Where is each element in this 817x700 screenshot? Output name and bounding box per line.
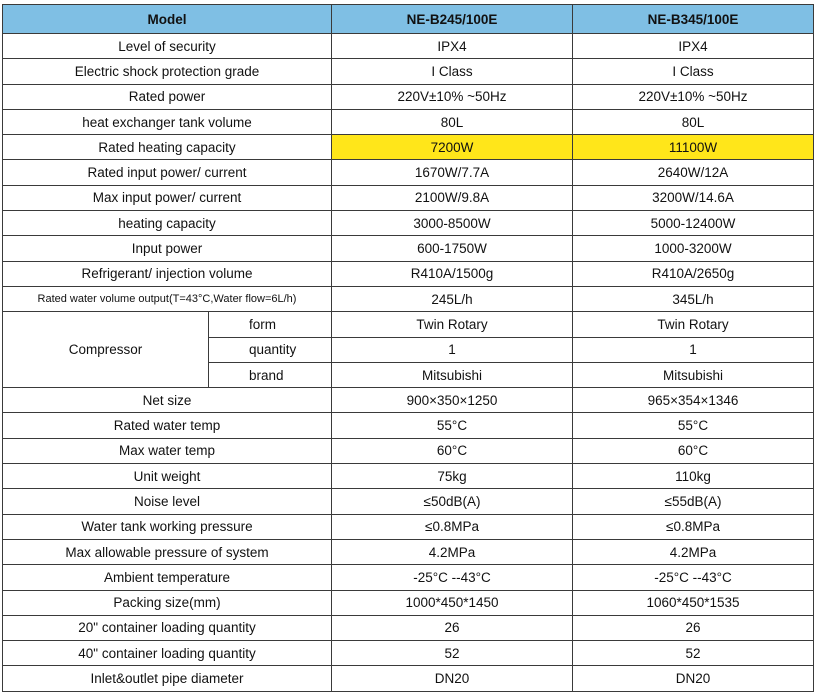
row-label: Water tank working pressure <box>3 514 332 539</box>
value-a: 900×350×1250 <box>332 388 573 413</box>
value-a: 1670W/7.7A <box>332 160 573 185</box>
value-b: 80L <box>573 109 814 134</box>
value-a: 52 <box>332 641 573 666</box>
header-model-b: NE-B345/100E <box>573 5 814 34</box>
table-row <box>3 34 814 59</box>
value-b: DN20 <box>573 666 814 691</box>
row-label: Net size <box>3 388 332 413</box>
value-a: 55°C <box>332 413 573 438</box>
row-label: Rated heating capacity <box>3 135 332 160</box>
table-row <box>3 438 814 463</box>
value-a: 80L <box>332 109 573 134</box>
value-b: 4.2MPa <box>573 539 814 564</box>
value-b: IPX4 <box>573 34 814 59</box>
row-label: Inlet&outlet pipe diameter <box>3 666 332 691</box>
value-a: I Class <box>332 59 573 84</box>
value-b: 110kg <box>573 464 814 489</box>
compressor-row-form <box>3 312 814 337</box>
table-row <box>3 615 814 640</box>
value-b: Twin Rotary <box>573 312 814 337</box>
value-a: 60°C <box>332 438 573 463</box>
row-label: Max allowable pressure of system <box>3 539 332 564</box>
table-row <box>3 590 814 615</box>
value-b: 1060*450*1535 <box>573 590 814 615</box>
row-label: Rated water temp <box>3 413 332 438</box>
row-label: Unit weight <box>3 464 332 489</box>
value-b: Mitsubishi <box>573 362 814 387</box>
row-label: heat exchanger tank volume <box>3 109 332 134</box>
table-row <box>3 59 814 84</box>
value-a: R410A/1500g <box>332 261 573 286</box>
table-row <box>3 565 814 590</box>
row-label: Max water temp <box>3 438 332 463</box>
value-b: 55°C <box>573 413 814 438</box>
value-a: Mitsubishi <box>332 362 573 387</box>
row-label: Rated water volume output(T=43°C,Water flow=6L/h) <box>3 286 332 311</box>
value-b: -25°C --43°C <box>573 565 814 590</box>
value-a-highlighted: 7200W <box>332 135 573 160</box>
row-label: 20" container loading quantity <box>3 615 332 640</box>
table-row <box>3 109 814 134</box>
table-row <box>3 666 814 691</box>
value-a: 245L/h <box>332 286 573 311</box>
table-row <box>3 185 814 210</box>
value-b: 1 <box>573 337 814 362</box>
compressor-sub-label: quantity <box>209 337 332 362</box>
compressor-label: Compressor <box>3 312 209 388</box>
table-row-highlighted <box>3 135 814 160</box>
row-label: Rated input power/ current <box>3 160 332 185</box>
row-label: Level of security <box>3 34 332 59</box>
value-a: 75kg <box>332 464 573 489</box>
table-row <box>3 160 814 185</box>
table-row <box>3 539 814 564</box>
table-row <box>3 236 814 261</box>
table-row <box>3 388 814 413</box>
table-row <box>3 464 814 489</box>
table-row <box>3 84 814 109</box>
value-b: 26 <box>573 615 814 640</box>
value-a: -25°C --43°C <box>332 565 573 590</box>
value-b: 5000-12400W <box>573 211 814 236</box>
value-b: 3200W/14.6A <box>573 185 814 210</box>
value-a: DN20 <box>332 666 573 691</box>
compressor-sub-label: form <box>209 312 332 337</box>
value-a: 600-1750W <box>332 236 573 261</box>
value-b: 2640W/12A <box>573 160 814 185</box>
row-label: Refrigerant/ injection volume <box>3 261 332 286</box>
value-b: I Class <box>573 59 814 84</box>
row-label: Packing size(mm) <box>3 590 332 615</box>
value-a: 3000-8500W <box>332 211 573 236</box>
value-b: 52 <box>573 641 814 666</box>
value-a: 4.2MPa <box>332 539 573 564</box>
compressor-sub-label: brand <box>209 362 332 387</box>
value-b-highlighted: 11100W <box>573 135 814 160</box>
spec-table <box>2 4 814 692</box>
header-model: Model <box>3 5 332 34</box>
row-label: Max input power/ current <box>3 185 332 210</box>
value-b: 1000-3200W <box>573 236 814 261</box>
table-row <box>3 413 814 438</box>
header-row <box>3 5 814 34</box>
table-row <box>3 286 814 311</box>
value-a: 26 <box>332 615 573 640</box>
table-row <box>3 489 814 514</box>
value-a: 1000*450*1450 <box>332 590 573 615</box>
row-label: heating capacity <box>3 211 332 236</box>
value-a: 220V±10% ~50Hz <box>332 84 573 109</box>
row-label: Rated power <box>3 84 332 109</box>
table-row <box>3 641 814 666</box>
row-label: 40" container loading quantity <box>3 641 332 666</box>
value-b: 345L/h <box>573 286 814 311</box>
value-b: ≤55dB(A) <box>573 489 814 514</box>
row-label: Input power <box>3 236 332 261</box>
row-label: Ambient temperature <box>3 565 332 590</box>
value-b: ≤0.8MPa <box>573 514 814 539</box>
table-row <box>3 261 814 286</box>
value-b: 220V±10% ~50Hz <box>573 84 814 109</box>
value-a: Twin Rotary <box>332 312 573 337</box>
value-b: 60°C <box>573 438 814 463</box>
value-a: 1 <box>332 337 573 362</box>
table-row <box>3 211 814 236</box>
header-model-a: NE-B245/100E <box>332 5 573 34</box>
value-a: ≤50dB(A) <box>332 489 573 514</box>
value-a: ≤0.8MPa <box>332 514 573 539</box>
value-a: IPX4 <box>332 34 573 59</box>
table-row <box>3 514 814 539</box>
row-label: Noise level <box>3 489 332 514</box>
value-b: 965×354×1346 <box>573 388 814 413</box>
value-a: 2100W/9.8A <box>332 185 573 210</box>
row-label: Electric shock protection grade <box>3 59 332 84</box>
value-b: R410A/2650g <box>573 261 814 286</box>
